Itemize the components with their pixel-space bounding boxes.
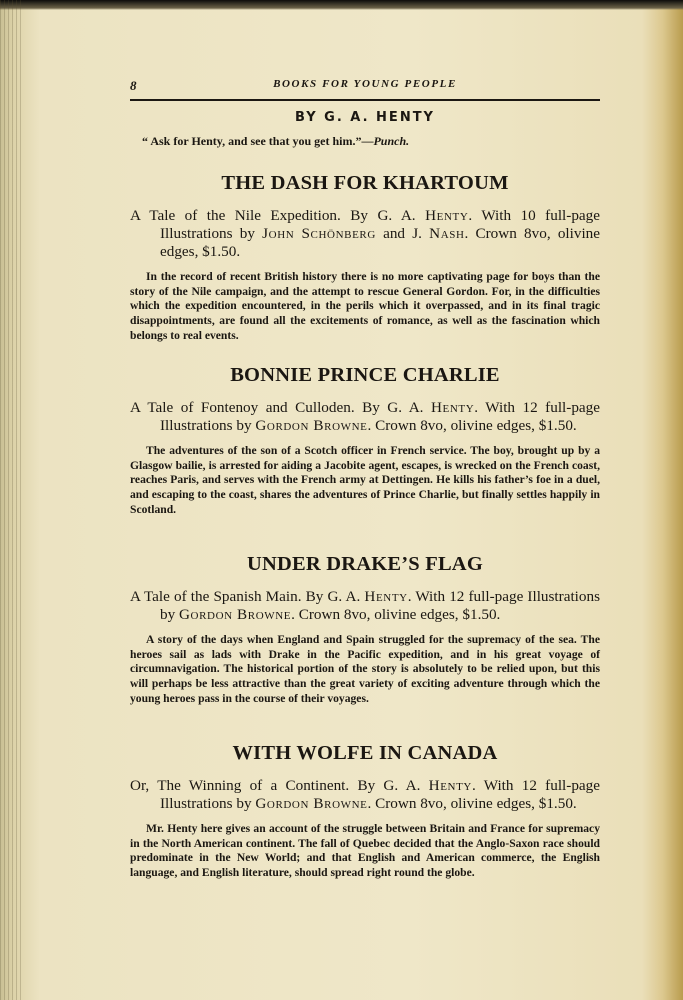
author-name: Henty — [364, 588, 408, 605]
book-subtitle — [130, 777, 600, 813]
book-subtitle — [130, 399, 600, 435]
book-subtitle — [130, 588, 600, 624]
epigraph — [142, 134, 602, 149]
book-entry-khartoum — [130, 172, 600, 344]
page-gutter — [0, 0, 22, 1000]
subtitle-text: . Crown 8vo, olivine edges, $1.50. — [160, 225, 601, 260]
subtitle-text: A Tale of the Nile Expedition. By G. A. — [130, 207, 426, 224]
subtitle-text: . With 12 full-page Illustrations by — [160, 588, 600, 623]
author-name: Henty — [428, 777, 472, 794]
scan-top-edge — [0, 0, 683, 10]
author-name: Henty — [430, 399, 475, 416]
book-entry-bonnie-prince-charlie — [130, 364, 600, 518]
running-title: BOOKS FOR YOUNG PEOPLE — [273, 78, 457, 90]
epigraph-source: Punch. — [373, 134, 410, 148]
epigraph-text: “ Ask for Henty, and see that you get him.”— — [142, 134, 374, 148]
illustrator-name: Gordon Browne — [255, 417, 368, 434]
subtitle-text: A Tale of Fontenoy and Culloden. By G. A. — [130, 399, 431, 416]
illustrator-name: Schönberg — [301, 225, 376, 242]
book-title: UNDER DRAKE’S FLAG — [247, 553, 483, 575]
header-rule — [130, 99, 600, 101]
illustrator-name: Gordon Browne — [255, 795, 368, 812]
book-title: WITH WOLFE IN CANADA — [232, 742, 498, 764]
subtitle-text: and J. — [375, 225, 430, 242]
subtitle-text: . Crown 8vo, olivine edges, $1.50. — [367, 795, 577, 812]
book-description: In the record of recent British history there is no more captivating page for boys than the story of the Nile campaign, and the attempt to rescue General Gordon. For, in the difficulties which the expedition encountered, in the perils which it overpassed, and in its final tragic disappointments, are found all the excitements of romance, as well as the fascination which belongs to real events. — [130, 270, 600, 342]
book-title: BONNIE PRINCE CHARLIE — [230, 364, 500, 386]
book-description: Mr. Henty here gives an account of the struggle between Britain and France for supremacy in the North American continent. The fall of Quebec decided that the Anglo-Saxon race should predominate in the New World; and that English and American commerce, the English language, and English literature, should spread right round the globe. — [130, 822, 600, 880]
book-entry-with-wolfe-in-canada — [130, 742, 600, 881]
book-description: The adventures of the son of a Scotch officer in French service. The boy, brought up by a Glasgow bailie, is arrested for aiding a Jacobite agent, escapes, is wrecked on the French coast, reaches Paris, and serves with the French army at Dettingen. He kills his father’s foe in a duel, and escaping to the coast, shares the adventures of Prince Charlie, but finally settles happily in Scotland. — [130, 444, 600, 516]
running-head — [130, 78, 600, 94]
subtitle-text: A Tale of the Spanish Main. By G. A. — [130, 588, 365, 605]
subtitle-text: . Crown 8vo, olivine edges, $1.50. — [291, 606, 501, 623]
book-entry-under-drakes-flag — [130, 553, 600, 707]
author-heading: BY G. A. HENTY — [295, 110, 435, 125]
illustrator-name: Gordon Browne — [178, 606, 292, 623]
illustrator-name: John — [262, 225, 295, 242]
subtitle-text: . Crown 8vo, olivine edges, $1.50. — [367, 417, 577, 434]
subtitle-text: . With 10 full-page Illustrations by — [160, 207, 601, 242]
subtitle-text: . With 12 full-page Illustrations by — [160, 777, 600, 812]
page-number: 8 — [130, 78, 137, 93]
book-description: A story of the days when England and Spain struggled for the supremacy of the sea. The heroes sail as lads with Drake in the Pacific expedition, and in his great voyage of circumnavigation. The historical portion of the story is absolutely to be relied upon, but this will perhaps be less attractive than the great variety of exciting adventure through which the young heroes pass in the course of their voyages. — [130, 633, 600, 705]
book-subtitle — [130, 207, 600, 261]
subtitle-text: . With 12 full-page Illustrations by — [160, 399, 600, 434]
book-title: THE DASH FOR KHARTOUM — [221, 172, 509, 194]
author-name: Henty — [425, 207, 469, 224]
subtitle-text: Or, The Winning of a Continent. By G. A. — [130, 777, 429, 794]
illustrator-name: Nash — [429, 225, 465, 242]
